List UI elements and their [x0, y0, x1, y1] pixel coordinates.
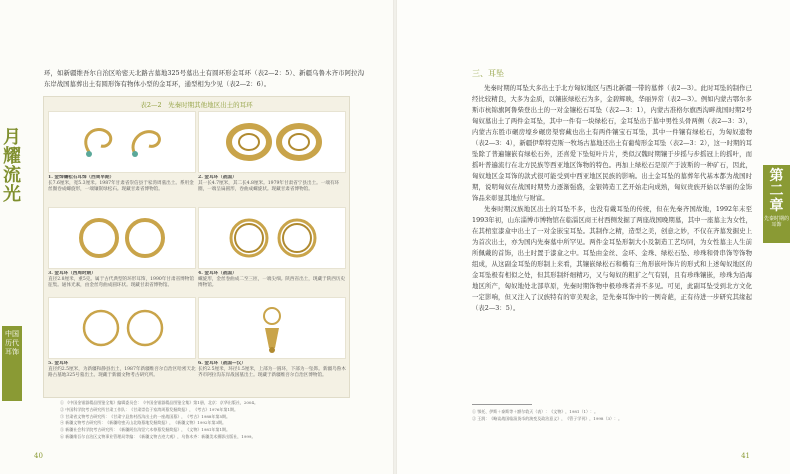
left-footnote: ③ 甘肃省文物考古研究所：《甘肃宁县焦村西沟出土的一座战国墓》，《考古》1988年第5期。	[60, 413, 230, 419]
left-footnote: ① 《中国金银器精品图鉴全集》编辑委员会：《中国金银器精品图鉴全集》第1册，北京：京华出版社，2004。	[60, 400, 258, 405]
left-intro-text: 环，如新疆维吾尔自治区哈密天北路古墓地325号墓出土有圆环形金耳环（表2—2：5）、新疆乌鲁木齐市阿拉沟东岸战国墓葬出土有圆形饰有物体小型的金耳环，通型相为少见（表2—2：6）。	[44, 69, 364, 88]
thin-ring-earring-image	[49, 298, 195, 358]
right-body-text	[472, 83, 752, 314]
coiled-earring-image	[199, 112, 345, 172]
left-footnote: ④ 新疆文物考古研究所：《新疆哈密天山北路墓地发掘简报》，《新疆文物》1992年第3期。	[60, 420, 226, 426]
right-footnote: ① 鄂托、伊斯＋泰斯等＋额尔敦天（表）：《文物》，1981（1）：。	[472, 409, 598, 414]
figure-photo-1	[48, 111, 196, 173]
right-paragraph-2: 先秦时期汉族地区出土的耳坠不多，也没有戴耳坠的传统，但在先秦齐国故地，1992年末至1993年初，山东淄博市博物馆在临淄区商王村西侧发掘了两座战国晚期墓，其中一座墓主为女性，在其棺室漆盒中出土了一对金嵌宝耳坠。其制作之精，造型之美，创意之妙，不仅在齐墓发掘史上为首次出土，亦为国内先秦墓中所罕见。两件金耳坠形制大小及制造工艺均同，为女性墓主人生前所佩戴的首饰，出土时置于漆盒之中。耳坠由金丝、金环、金珠、绿松石坠、珍珠和骨串饰等饰物组成，从这副金耳坠的形制上来看，其镶嵌绿松石和椭有三角形嵌叶饰片的形式和上述匈奴地区的金耳坠极有相似之处，但其形制纤细精巧，又与匈奴的粗犷之气有别，且有珍珠镶嵌，珍珠为沿海地区所产，匈奴地处北部草原，先秦时期饰物中极珍珠者并不多见。可见，此副耳坠受到北方文化一定影响，但又注入了汉族特有的审美观念，是先秦耳饰中的一例奇葩，正有待进一步研究其缘起（表2—3：5）。	[472, 205, 752, 312]
figure-desc-1: 长7.6厘米，宽5.3厘米。1987年甘肃省崇信县于家湾周墓出土。系用金丝圈卷成螺旋形，一端镶嵌绿松石。现藏甘肃省博物馆。	[48, 181, 194, 192]
book-gutter	[393, 0, 397, 474]
figure-title-4: 4. 金耳环（战国）	[198, 271, 237, 276]
figure-desc-2: 其一长4.7厘米，其二长4.8厘米。1979年甘肃省宁县出土。一端有环圈，一端呈扁圆形，卷曲成螺旋状。现藏甘肃省博物馆。	[198, 181, 340, 192]
left-footnote: ⑥ 新疆维吾尔自治区文物事业管理局等编：《新疆文物古迹大观》，乌鲁木齐：新疆美术摄影出版社，1999。	[60, 433, 256, 439]
chapter-tab	[763, 165, 790, 243]
figure-item-2	[198, 111, 346, 217]
figure-desc-4: 螺旋形，金丝卷曲成二至三匝，一端尖细。陕西省出土，现藏于陕西历史博物馆。	[198, 277, 346, 288]
brand-title: 月耀流光	[3, 127, 21, 205]
ring-earring-image	[49, 208, 195, 268]
figure-title-3: 3. 金耳环（西周时期）	[48, 271, 96, 276]
figure-caption-6	[198, 361, 346, 403]
figure-item-6	[198, 297, 346, 403]
figure-photo-6	[198, 297, 346, 359]
figure-photo-2	[198, 111, 346, 173]
figure-photo-3	[48, 207, 196, 269]
figure-title-2: 2. 金耳环（战国）	[198, 175, 237, 180]
chapter-tab-title: 先秦时期的耳饰	[763, 216, 789, 228]
figure-title-5: 5. 金耳环	[48, 361, 69, 366]
book-brand	[2, 127, 22, 356]
right-paragraph-1: 先秦时期的耳坠大多出土于北方匈奴地区与西北新疆一带的墓葬（表2—3）。此时耳坠的制作已经比较精良，大多为金质，以镶嵌绿松石为多，金碧辉映，华丽异常（表2—3）。例如内蒙古鄂尔多斯市杭锦旗阿鲁柴登出土的一对金镶松石耳坠（表2—3：1），内蒙古准格尔旗西沟畔战国时期2号匈奴墓出土了两件金耳坠，其中一件有一块绿松石，金耳坠出于墓中男性头骨两侧（表2—3：3），内蒙古东胜市碾房壕乡碾房渠窖藏也出土有两件镶宝石耳坠，其中一件镶有绿松石，为匈奴遗物（表2—3：4），新疆伊犁特克斯一牧场古墓地还出土有葡萄形金耳坠（表2—3：2），这一时期的耳坠除了普遍镶嵌有绿松石外，还喜爱下坠短叶片片，类似汉魏时期镶于步摇与步摇冠上的摇叶，而摇叶普遍流行在北方民族等西亚地区饰物的特色。再加上绿松石是原产于波斯的一种矿石，因此，匈奴地区金耳饰的款式很可能受到中西亚地区民族的影响。出土金耳坠的墓葬年代基本都为战国时期，说明匈奴在战国时期势力逐渐强盛，金银铸造工艺开始走向成熟，匈奴贵族开始以华丽的金饰饰品来彰显其地位与财富。	[472, 84, 753, 202]
figure-desc-3: 直径2.8厘米，重5克。属于古代典型的环形耳饰，1990年甘肃省博物馆征集。通体光素，由金丝弯曲成圆环状。现藏甘肃省博物馆。	[48, 277, 194, 288]
section-title: 三、耳坠	[472, 69, 504, 78]
figure-desc-5: 直径约2.5厘米，为新疆和静县出土，1987年新疆维吾尔自治区哈密天北路古墓地325号墓出土。现藏于新疆文物考古研究所。	[48, 367, 196, 378]
figure-photo-5	[48, 297, 196, 359]
double-coil-earring-image	[199, 208, 345, 268]
brand-subtitle: 中国历代耳饰	[5, 330, 19, 356]
footnote-rule	[472, 404, 532, 405]
figure-title-1: 1. 金饰镶松石耳饰（西周早期）	[48, 175, 115, 180]
figure-photo-4	[198, 207, 346, 269]
figure-desc-6: 长约2.5厘米，环径1.5厘米，上部为一圆环，下部为一坠饰。新疆乌鲁木齐市阿拉沟东岸战国墓出土。现藏于新疆维吾尔自治区博物馆。	[198, 367, 346, 378]
spiral-earring-image	[49, 112, 195, 172]
right-footnotes	[472, 408, 752, 422]
table-title: 表2—2 先秦时期其他地区出土的耳环	[140, 101, 253, 109]
earring-figure-panel	[43, 96, 350, 398]
left-footnote: ② 中国科学院考古研究所甘肃工作队：《甘肃崇信于家湾周墓发掘简报》，《考古》1976年第1期。	[60, 406, 238, 412]
brand-subtitle-bar	[2, 326, 22, 401]
figure-caption-5	[48, 361, 196, 403]
figure-item-5	[48, 297, 196, 403]
figure-title-6: 6. 金耳环（战国—汉）	[198, 361, 246, 366]
left-footnotes	[60, 400, 360, 441]
left-page-number: 40	[34, 452, 43, 460]
figure-item-1	[48, 111, 196, 217]
left-footnote: ⑤ 新疆社会科学院考古研究所：《新疆阿拉沟竖穴木椁墓发掘简报》，《文物》1981年第1期。	[60, 427, 230, 433]
right-footnote: ② 王润：《略谈战国临淄货币的演变及政治意义》，《管子学刊》，1998（3）：。	[472, 416, 622, 421]
right-page-number: 41	[741, 452, 750, 460]
pendant-earring-image	[199, 298, 345, 358]
chapter-tab-number: 第二章	[769, 168, 784, 214]
